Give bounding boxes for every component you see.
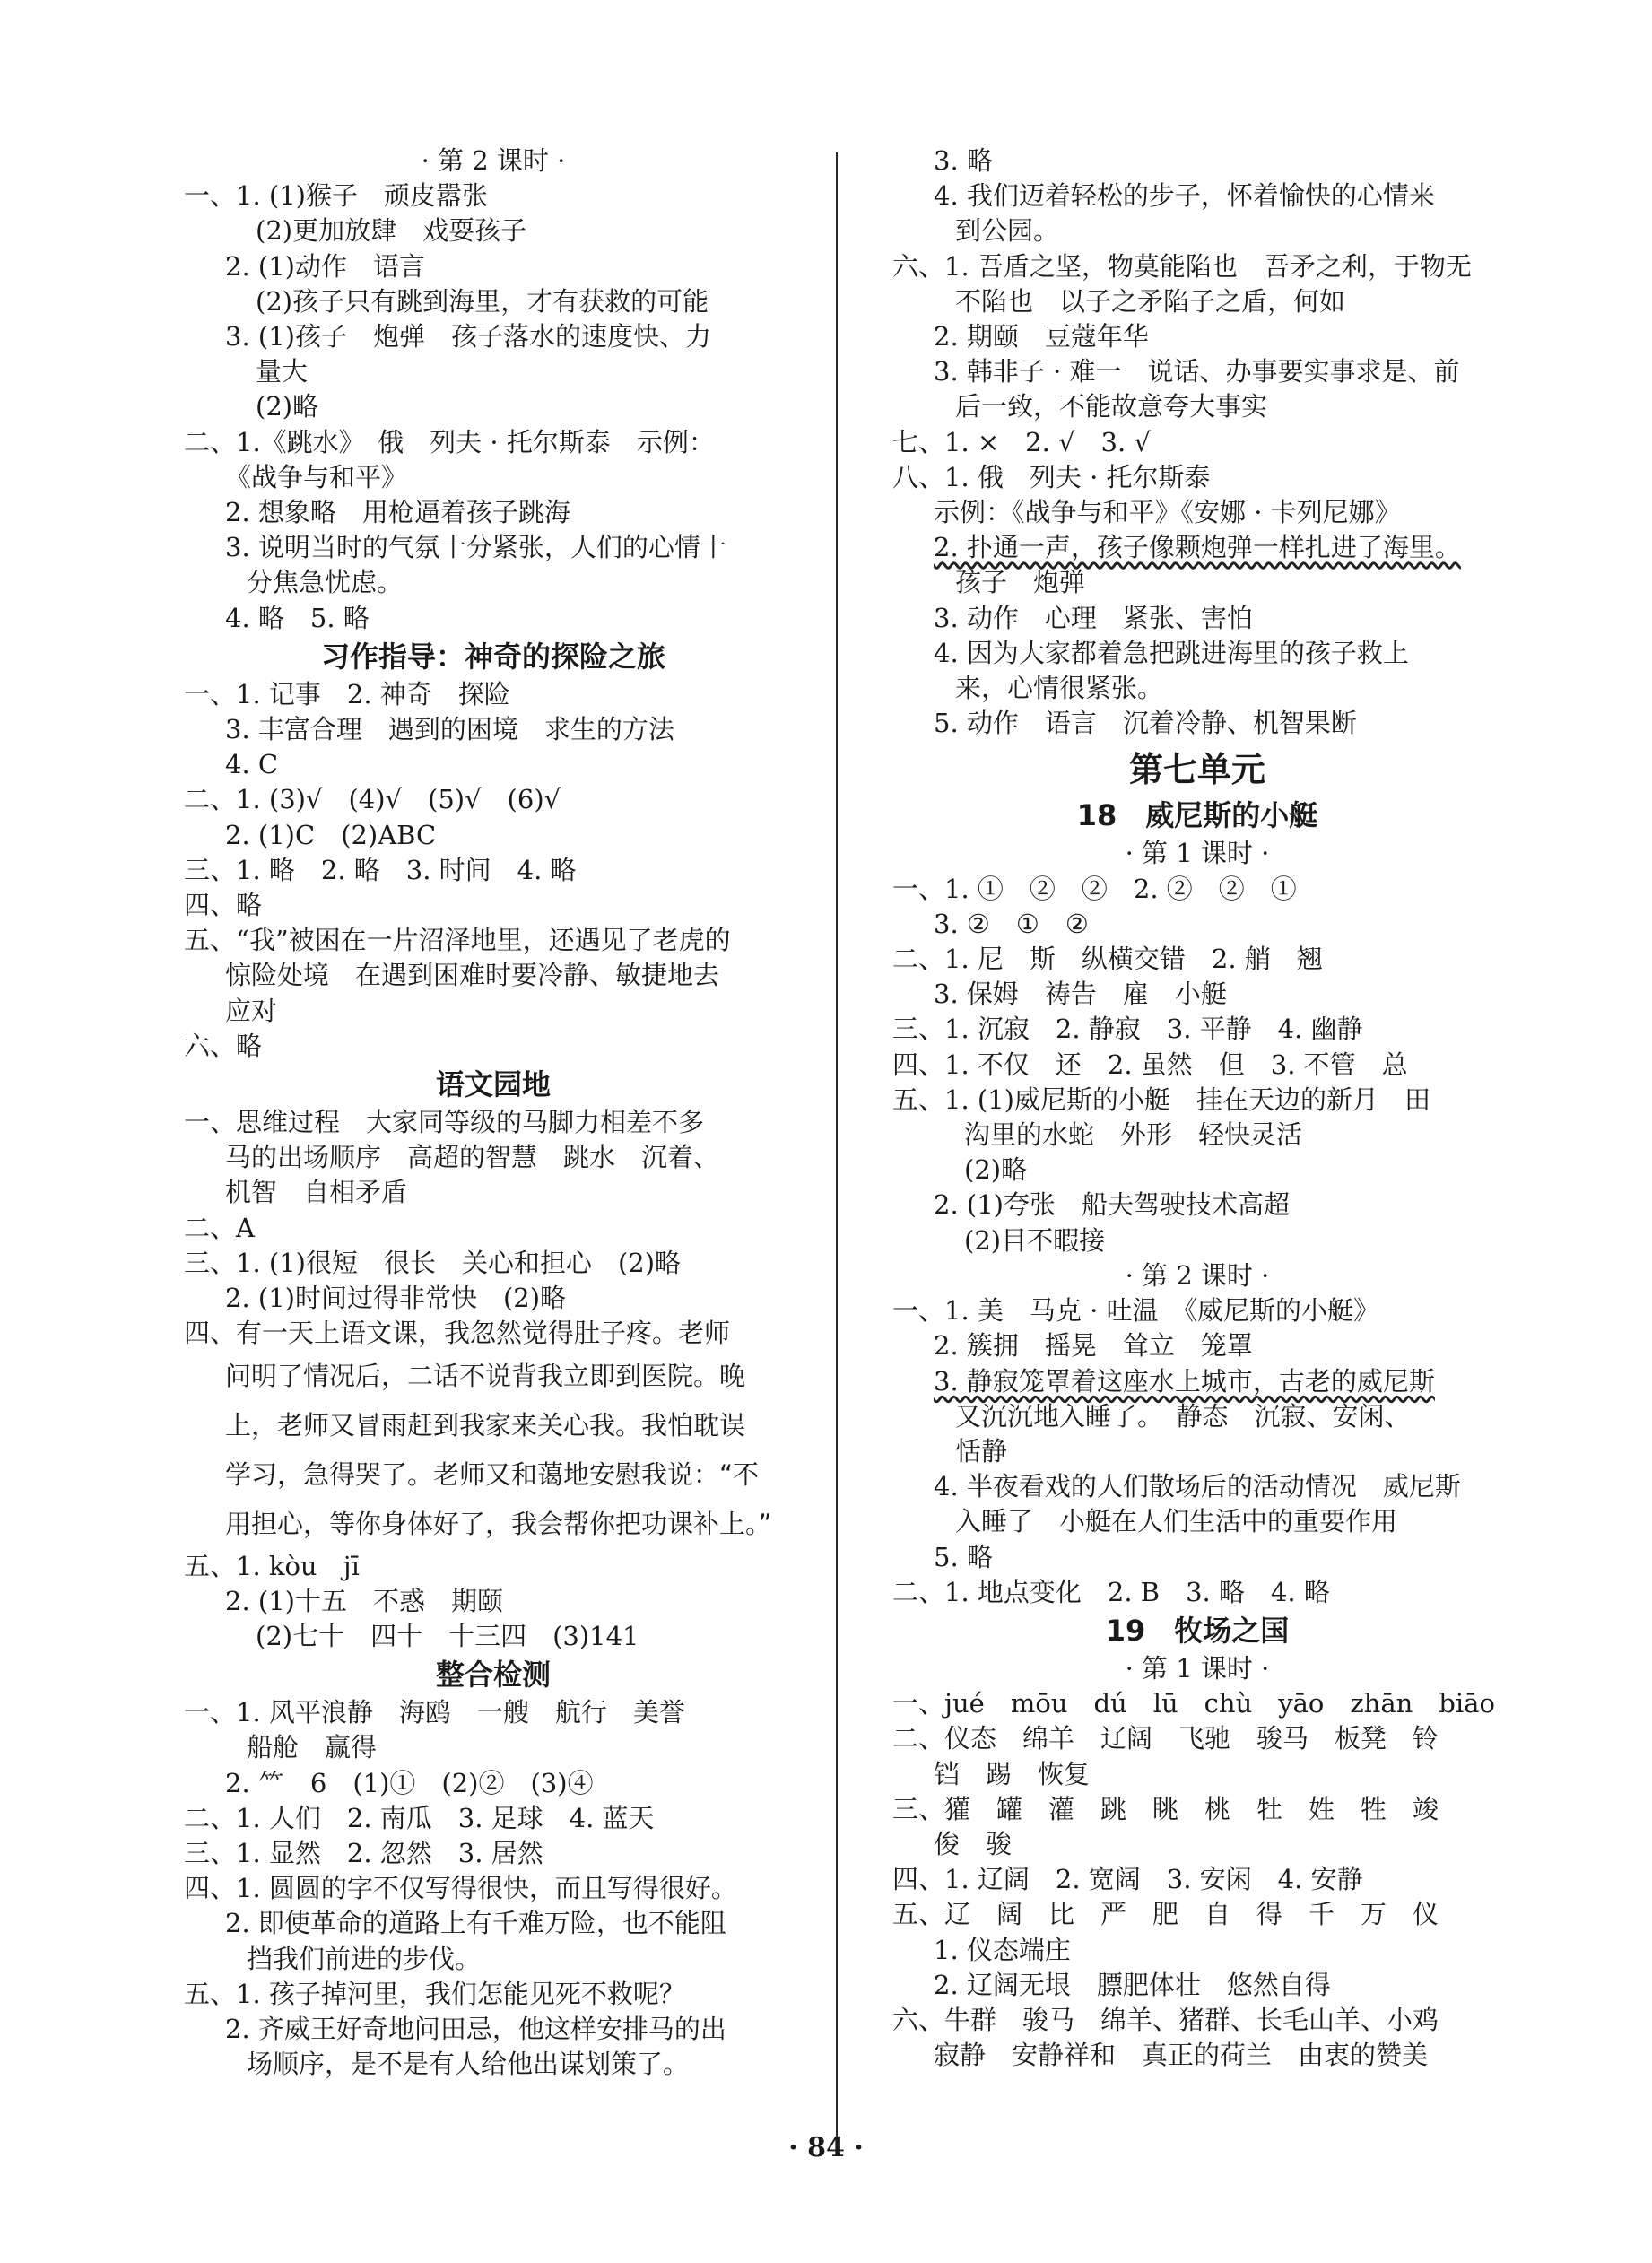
right-answer-line: 沟里的水蛇 外形 轻快灵活: [964, 1119, 1303, 1151]
left-answer-line: 分焦急忧虑。: [247, 567, 404, 598]
left-answer-line: 二、1. 人们 2. 南瓜 3. 足球 4. 蓝天: [184, 1802, 655, 1833]
left-answer-line: (2)孩子只有跳到海里，才有获救的可能: [256, 285, 709, 317]
right-answer-line: 二、1. 尼 斯 纵横交错 2. 艄 翘: [892, 944, 1323, 975]
left-answer-line: 三、1. (1)很短 很长 关心和担心 (2)略: [184, 1247, 682, 1278]
left-answer-line: 语文园地: [435, 1067, 551, 1102]
page-number: · 84 ·: [788, 2132, 864, 2163]
right-answer-line: 3. 略: [934, 145, 993, 176]
right-answer-line: 1. 仪态端庄: [934, 1934, 1071, 1965]
left-answer-line: 2. 想象略 用枪逼着孩子跳海: [225, 497, 570, 528]
left-answer-line: 四、略: [184, 890, 263, 921]
right-answer-line: 七、1. × 2. √ 3. √: [892, 426, 1151, 457]
left-answer-line: 六、略: [184, 1030, 263, 1061]
right-answer-line: · 第 2 课时 ·: [1125, 1259, 1270, 1291]
right-answer-line: 一、1. 美 马克 · 吐温 《威尼斯的小艇》: [892, 1295, 1380, 1327]
left-answer-line: 整合检测: [435, 1658, 551, 1693]
right-answer-line: 19 牧场之国: [1105, 1613, 1290, 1648]
left-answer-line: · 第 2 课时 ·: [421, 145, 566, 176]
left-answer-line: 《战争与和平》: [225, 461, 408, 492]
right-answer-line: 八、1. 俄 列夫 · 托尔斯泰: [892, 461, 1211, 492]
right-answer-line: 四、1. 不仅 还 2. 虽然 但 3. 不管 总: [892, 1049, 1408, 1080]
right-answer-line: 2. 簇拥 摇晃 耸立 笼罩: [934, 1330, 1253, 1362]
right-answer-line: 来，心情很紧张。: [955, 673, 1164, 704]
right-answer-line: 一、jué mōu dú lū chù yāo zhān biāo: [892, 1688, 1495, 1719]
right-answer-line: 2. (1)夸张 船夫驾驶技术高超: [934, 1189, 1290, 1221]
right-answer-line: 铛 踢 恢复: [934, 1758, 1091, 1789]
right-answer-line: 后一致，不能故意夸大事实: [955, 391, 1268, 422]
right-answer-line: 二、1. 地点变化 2. B 3. 略 4. 略: [892, 1576, 1330, 1607]
left-answer-line: 4. C: [225, 749, 279, 780]
right-answer-line: 5. 动作 语言 沉着冷静、机智果断: [934, 708, 1357, 739]
right-answer-line: 恬静: [955, 1435, 1008, 1467]
right-answer-line: 一、1. ① ② ② 2. ② ② ①: [892, 873, 1297, 904]
left-answer-line: 机智 自相矛盾: [225, 1177, 408, 1208]
right-answer-line: 2. 辽阔无垠 膘肥体壮 悠然自得: [934, 1969, 1331, 2000]
left-answer-line: 2. 齐威王好奇地问田忌，他这样安排马的出: [225, 2013, 726, 2044]
right-answer-line: · 第 1 课时 ·: [1125, 1652, 1270, 1684]
left-answer-line: 2. (1)C (2)ABC: [225, 819, 437, 850]
right-answer-line: 4. 因为大家都着急把跳进海里的孩子救上: [934, 637, 1409, 668]
left-answer-line: 学习，急得哭了。老师又和蔼地安慰我说：“不: [225, 1458, 760, 1490]
left-answer-line: (2)略: [256, 391, 319, 422]
right-answer-line: 4. 半夜看戏的人们散场后的活动情况 威尼斯: [934, 1471, 1461, 1502]
right-answer-line: 五、1. (1)威尼斯的小艇 挂在天边的新月 田: [892, 1084, 1430, 1115]
left-answer-line: 2. ⺮ 6 (1)① (2)② (3)④: [225, 1767, 594, 1798]
left-answer-line: 4. 略 5. 略: [225, 602, 370, 633]
left-answer-line: 2. 即使革命的道路上有千难万险，也不能阻: [225, 1908, 726, 1939]
right-answer-line: 二、仪态 绵羊 辽阔 飞驰 骏马 板凳 铃: [892, 1723, 1439, 1754]
right-answer-line: 5. 略: [934, 1541, 993, 1572]
left-answer-line: 三、1. 显然 2. 忽然 3. 居然: [184, 1837, 543, 1868]
left-answer-line: 一、1. 记事 2. 神奇 探险: [184, 678, 510, 709]
left-answer-line: 2. (1)动作 语言: [225, 250, 425, 282]
right-column: [892, 144, 1502, 2073]
left-answer-line: 四、有一天上语文课，我忽然觉得肚子疼。老师: [184, 1318, 731, 1349]
left-answer-line: 船舱 赢得: [247, 1732, 378, 1763]
right-answer-line: 六、牛群 骏马 绵羊、猪群、长毛山羊、小鸡: [892, 2004, 1439, 2035]
left-answer-line: 2. (1)十五 不惑 期颐: [225, 1585, 503, 1616]
right-answer-line: 孩子 炮弹: [955, 567, 1086, 598]
left-answer-line: 挡我们前进的步伐。: [247, 1943, 482, 1974]
column-divider: [836, 152, 838, 2153]
right-answer-line: 3. 静寂笼罩着这座水上城市，古老的威尼斯: [934, 1365, 1435, 1397]
right-answer-line: 3. 韩非子 · 难一 说话、办事要实事求是、前: [934, 356, 1460, 387]
right-answer-line: 2. 扑通一声，孩子像颗炮弹一样扎进了海里。: [934, 532, 1461, 563]
right-answer-line: 寂静 安静祥和 真正的荷兰 由衷的赞美: [934, 2040, 1429, 2071]
left-answer-line: 五、1. kòu jī: [184, 1550, 360, 1581]
left-answer-line: 3. (1)孩子 炮弹 孩子落水的速度快、力: [225, 321, 711, 353]
right-answer-line: 四、1. 辽阔 2. 宽阔 3. 安闲 4. 安静: [892, 1864, 1363, 1895]
left-answer-line: (2)更加放肆 戏耍孩子: [256, 215, 527, 247]
left-answer-line: 场顺序，是不是有人给他出谋划策了。: [247, 2049, 690, 2080]
left-answer-line: 二、1.《跳水》 俄 列夫 · 托尔斯泰 示例：: [184, 426, 715, 457]
left-answer-line: 3. 丰富合理 遇到的困境 求生的方法: [225, 714, 674, 745]
left-answer-line: 四、1. 圆圆的字不仅写得很快，而且写得很好。: [184, 1873, 737, 1904]
left-answer-line: 3. 说明当时的气氛十分紧张，人们的心情十: [225, 532, 726, 563]
left-column: [184, 144, 803, 2082]
left-answer-line: 一、1. 风平浪静 海鸥 一艘 航行 美誉: [184, 1697, 685, 1728]
right-answer-line: 3. 保姆 祷告 雇 小艇: [934, 979, 1227, 1010]
left-answer-line: (2)七十 四十 十三四 (3)141: [256, 1620, 639, 1651]
left-answer-line: 五、1. 孩子掉河里，我们怎能见死不救呢？: [184, 1978, 685, 2009]
right-answer-line: 三、1. 沉寂 2. 静寂 3. 平静 4. 幽静: [892, 1014, 1363, 1045]
left-answer-line: 上，老师又冒雨赶到我家来关心我。我怕耽误: [225, 1409, 746, 1440]
right-answer-line: (2)略: [964, 1154, 1028, 1186]
left-answer-line: 二、A: [184, 1212, 255, 1243]
left-answer-line: 应对: [225, 995, 278, 1026]
right-answer-line: 3. 动作 心理 紧张、害怕: [934, 602, 1253, 633]
right-answer-line: (2)目不暇接: [964, 1224, 1106, 1256]
left-answer-line: 用担心，等你身体好了，我会帮你把功课补上。”: [225, 1508, 772, 1539]
left-answer-line: 三、1. 略 2. 略 3. 时间 4. 略: [184, 854, 577, 885]
right-answer-line: 到公园。: [955, 215, 1060, 247]
left-answer-line: 一、思维过程 大家同等级的马脚力相差不多: [184, 1107, 705, 1138]
right-answer-line: 第七单元: [1128, 750, 1265, 790]
left-answer-line: 马的出场顺序 高超的智慧 跳水 沉着、: [225, 1142, 720, 1173]
right-answer-line: 入睡了 小艇在人们生活中的重要作用: [955, 1506, 1398, 1537]
right-answer-line: 又沉沉地入睡了。 静态 沉寂、安闲、: [955, 1400, 1411, 1432]
right-answer-line: · 第 1 课时 ·: [1125, 838, 1270, 869]
left-answer-line: 五、“我”被困在一片沼泽地里，还遇见了老虎的: [184, 925, 731, 956]
left-answer-line: 量大: [256, 356, 309, 387]
left-answer-line: 一、1. (1)猴子 顽皮嚣张: [184, 180, 488, 212]
left-answer-line: 惊险处境 在遇到困难时要冷静、敏捷地去: [225, 960, 720, 991]
left-answer-line: 2. (1)时间过得非常快 (2)略: [225, 1283, 567, 1314]
right-answer-line: 18 威尼斯的小艇: [1076, 798, 1318, 833]
right-answer-line: 2. 期颐 豆蔻年华: [934, 321, 1149, 353]
left-answer-line: 问明了情况后，二话不说背我立即到医院。晚: [225, 1360, 746, 1391]
left-answer-line: 习作指导：神奇的探险之旅: [320, 639, 665, 674]
right-answer-line: 3. ② ① ②: [934, 908, 1089, 939]
right-answer-line: 六、1. 吾盾之坚，物莫能陷也 吾矛之利，于物无: [892, 250, 1472, 282]
right-answer-line: 俊 骏: [934, 1828, 1013, 1859]
right-answer-line: 三、獾 罐 灌 跳 眺 桃 牡 姓 牲 竣: [892, 1793, 1439, 1824]
left-answer-line: 二、1. (3)√ (4)√ (5)√ (6)√: [184, 784, 561, 815]
right-answer-line: 4. 我们迈着轻松的步子，怀着愉快的心情来: [934, 180, 1435, 212]
right-answer-line: 不陷也 以子之矛陷子之盾，何如: [955, 285, 1346, 317]
right-answer-line: 示例：《战争与和平》《安娜 · 卡列尼娜》: [934, 497, 1401, 528]
right-answer-line: 五、辽 阔 比 严 肥 自 得 千 万 仪: [892, 1899, 1439, 1930]
